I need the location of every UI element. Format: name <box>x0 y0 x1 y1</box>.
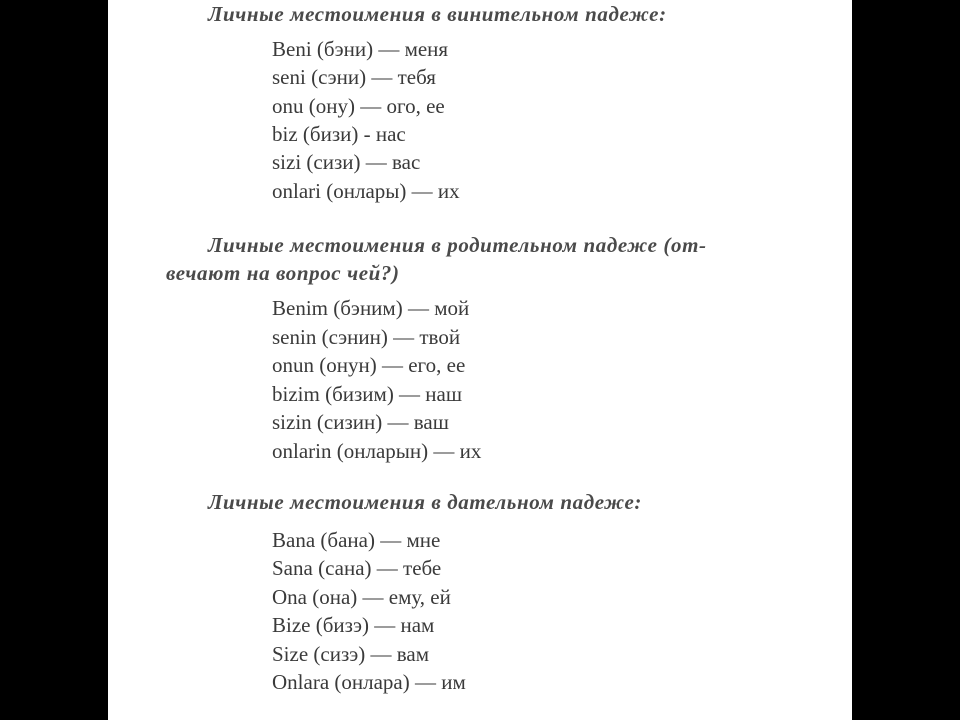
pronoun-entry: sizin (сизин) — ваш <box>272 410 449 434</box>
pronoun-entry: Bize (бизэ) — нам <box>272 613 435 637</box>
pronoun-entry: Size (сизэ) — вам <box>272 642 430 666</box>
pronoun-entry: onlari (онлары) — их <box>272 179 460 203</box>
pronoun-entry: onun (онун) — его, ее <box>272 353 466 377</box>
pronoun-entry: Beni (бэни) — меня <box>272 37 449 61</box>
pronoun-entry: onu (ону) — ого, ее <box>272 94 445 118</box>
pronoun-entry: Benim (бэним) — мой <box>272 296 470 320</box>
pronoun-entry: onlarin (онларын) — их <box>272 439 482 463</box>
pronoun-entry: sizi (сизи) — вас <box>272 150 421 174</box>
section-heading-continuation: вечают на вопрос чей?) <box>166 261 400 285</box>
section-heading: Личные местоимения в родительном падеже (от- <box>208 233 707 257</box>
section-heading: Личные местоимения в дательном падеже: <box>208 490 643 514</box>
pronoun-entry: Bana (бана) — мне <box>272 528 441 552</box>
pronoun-entry: seni (сэни) — тебя <box>272 65 436 89</box>
pronoun-entry: senin (сэнин) — твой <box>272 325 461 349</box>
section-heading: Личные местоимения в винительном падеже: <box>208 2 667 26</box>
pronoun-entry: biz (бизи) - нас <box>272 122 406 146</box>
pronoun-entry: bizim (бизим) — наш <box>272 382 463 406</box>
document-page <box>108 0 852 720</box>
pronoun-entry: Onlara (онлара) — им <box>272 670 466 694</box>
pronoun-entry: Ona (она) — ему, ей <box>272 585 451 609</box>
pronoun-entry: Sana (сана) — тебе <box>272 556 442 580</box>
